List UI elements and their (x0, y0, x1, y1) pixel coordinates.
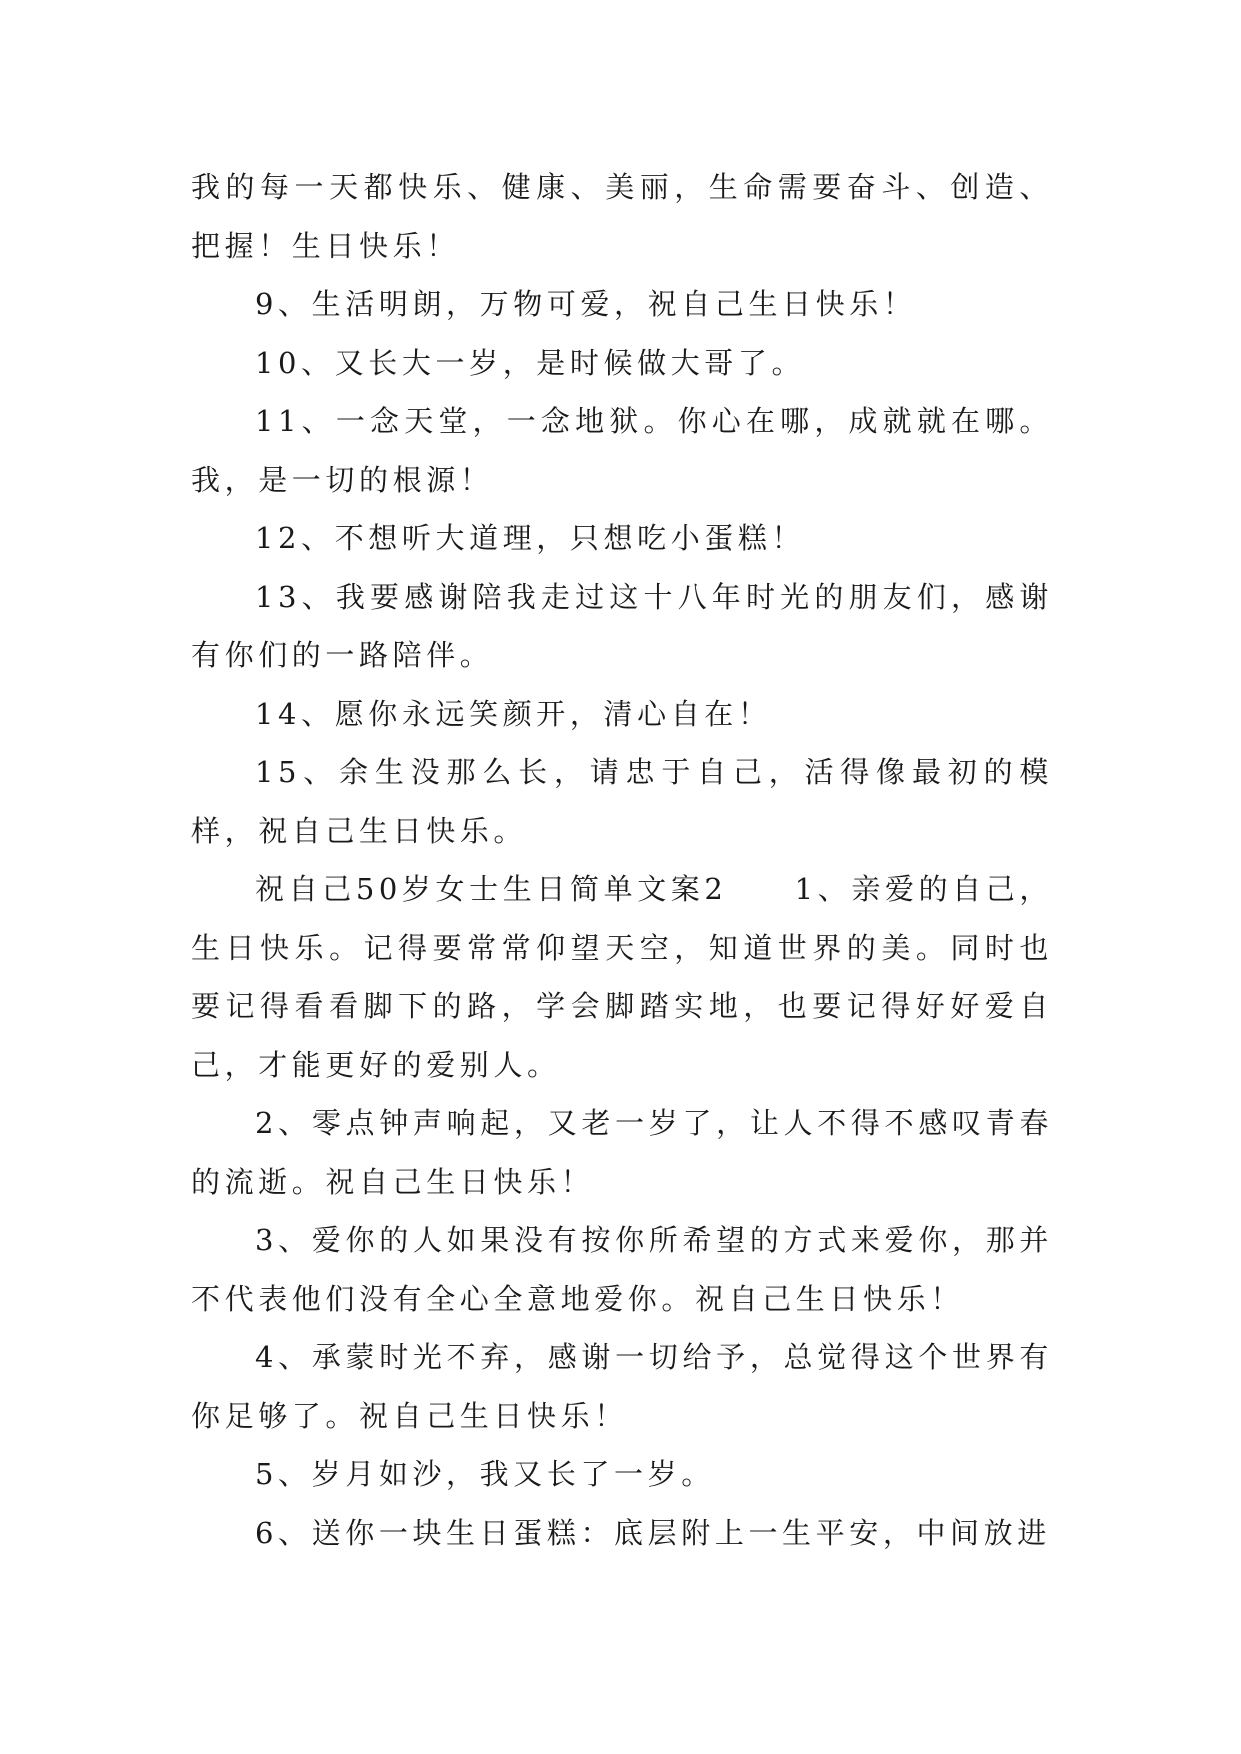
paragraph-item-5: 5、岁月如沙，我又长了一岁。 (255, 1457, 715, 1491)
paragraph-item-15: 15、余生没那么长，请忠于自己，活得像最初的模样，祝自己生日快乐。 (191, 755, 1053, 848)
paragraph-item-4: 4、承蒙时光不弃，感谢一切给予，总觉得这个世界有你足够了。祝自己生日快乐！ (191, 1340, 1053, 1433)
paragraph-item-14: 14、愿你永远笑颜开，清心自在！ (255, 696, 772, 731)
paragraph-item-11: 11、一念天堂，一念地狱。你心在哪，成就就在哪。我，是一切的根源！ (191, 404, 1053, 497)
paragraph-continued: 我的每一天都快乐、健康、美丽，生命需要奋斗、创造、把握！生日快乐！ (191, 170, 1053, 263)
document-body (191, 158, 1053, 1562)
paragraph-item-3: 3、爱你的人如果没有按你所希望的方式来爱你，那并不代表他们没有全心全意地爱你。祝自己生日快乐！ (191, 1223, 1053, 1316)
section-heading-paragraph: 祝自己50岁女士生日简单文案2 1、亲爱的自己，生日快乐。记得要常常仰望天空，知道世界的美。同时也要记得看看脚下的路，学会脚踏实地，也要记得好好爱自己，才能更好的爱别人。 (191, 872, 1053, 1082)
paragraph-item-10: 10、又长大一岁，是时候做大哥了。 (255, 345, 806, 380)
paragraph-item-13: 13、我要感谢陪我走过这十八年时光的朋友们，感谢有你们的一路陪伴。 (191, 579, 1053, 672)
paragraph-item-6: 6、送你一块生日蛋糕：底层附上一生平安，中间放进 (255, 1515, 1051, 1550)
paragraph-item-12: 12、不想听大道理，只想吃小蛋糕！ (255, 521, 806, 555)
paragraph-item-9: 9、生活明朗，万物可爱，祝自己生日快乐！ (255, 287, 917, 321)
paragraph-item-2: 2、零点钟声响起，又老一岁了，让人不得不感叹青春的流逝。祝自己生日快乐！ (191, 1106, 1053, 1199)
